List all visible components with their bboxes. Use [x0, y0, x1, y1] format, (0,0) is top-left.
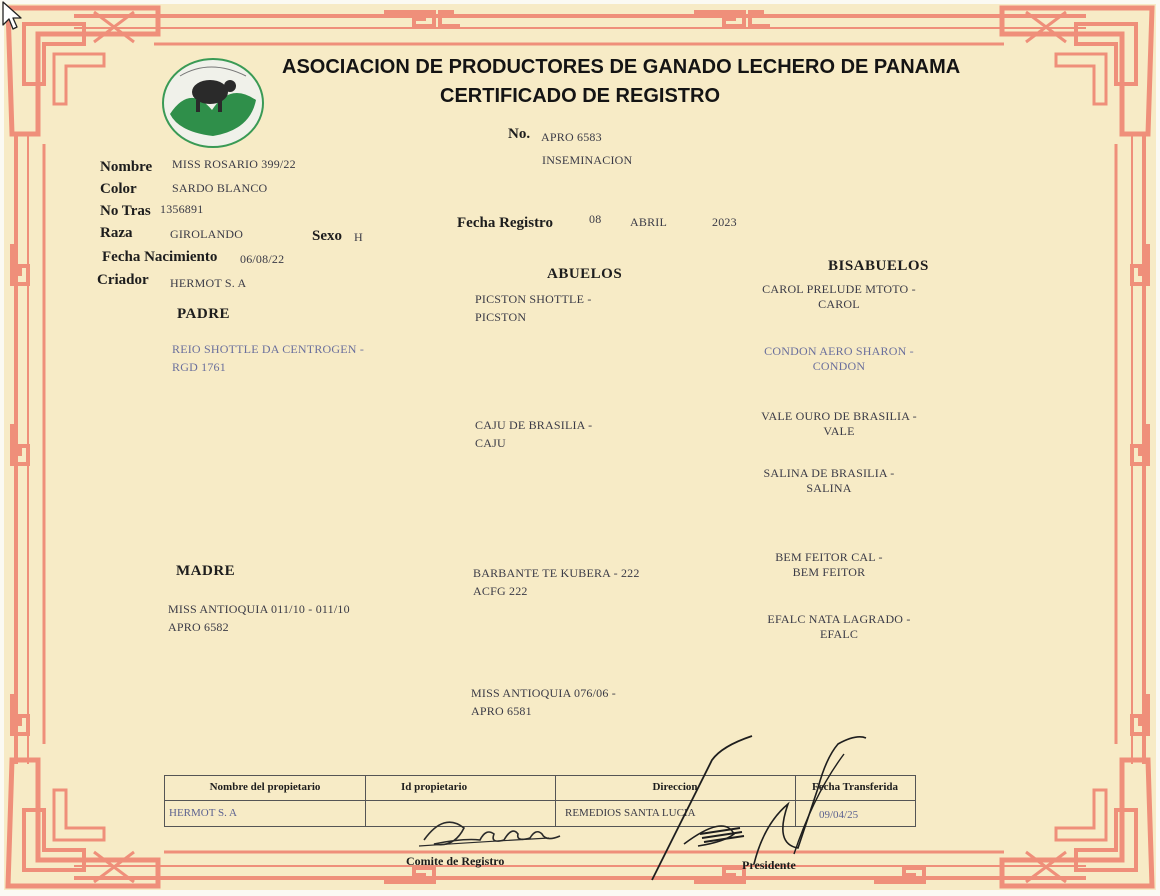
abuelo-4-reg: APRO 6581	[471, 704, 532, 718]
bisabuelo-2-reg: CONDON	[812, 359, 866, 373]
fecha-registro-label: Fecha Registro	[457, 215, 553, 231]
bisabuelo-6	[744, 612, 934, 642]
presidente-label: Presidente	[742, 858, 796, 872]
bisabuelo-4	[734, 466, 924, 496]
no-tras-value: 1356891	[160, 202, 204, 216]
abuelo-4-name: MISS ANTIOQUIA 076/06 -	[471, 686, 616, 700]
fecha-registro-day: 08	[589, 212, 602, 226]
mouse-cursor-icon	[2, 1, 26, 33]
criador-label: Criador	[97, 272, 149, 288]
registration-no-label: No.	[508, 126, 531, 142]
bisabuelo-3-reg: VALE	[823, 424, 855, 438]
raza-value: GIROLANDO	[170, 227, 244, 241]
abuelos-heading: ABUELOS	[547, 266, 623, 282]
bisabuelo-5-reg: BEM FEITOR	[792, 565, 866, 579]
owner-transfer-date-header: Fecha Transferida	[811, 781, 899, 793]
padre-reg: RGD 1761	[172, 360, 226, 374]
madre-name: MISS ANTIOQUIA 011/10 - 011/10	[168, 602, 350, 616]
owner-address-cell: REMEDIOS SANTA LUCIA	[565, 807, 696, 819]
fecha-nacimiento-value: 06/08/22	[240, 252, 285, 266]
madre-heading: MADRE	[176, 563, 236, 579]
certificate-title: CERTIFICADO DE REGISTRO	[440, 85, 721, 107]
nombre-label: Nombre	[100, 159, 153, 175]
association-title: ASOCIACION DE PRODUCTORES DE GANADO LECHERO DE PANAMA	[282, 56, 961, 78]
bisabuelo-3-name: VALE OURO DE BRASILIA -	[761, 409, 917, 423]
comite-registro-label: Comite de Registro	[406, 854, 505, 868]
association-logo	[160, 56, 266, 150]
bisabuelo-1-name: CAROL PRELUDE MTOTO -	[762, 282, 916, 296]
bisabuelo-5	[734, 550, 924, 580]
sexo-label: Sexo	[312, 228, 342, 244]
abuelo-3-reg: ACFG 222	[473, 584, 528, 598]
fecha-registro-month: ABRIL	[630, 215, 667, 229]
bisabuelo-1-reg: CAROL	[818, 297, 860, 311]
registration-certificate	[4, 4, 1156, 890]
abuelo-3-name: BARBANTE TE KUBERA - 222	[473, 566, 640, 580]
registration-no-value: APRO 6583	[541, 130, 602, 144]
nombre-value: MISS ROSARIO 399/22	[172, 157, 296, 171]
padre-heading: PADRE	[177, 306, 231, 322]
bisabuelo-6-name: EFALC NATA LAGRADO -	[767, 612, 911, 626]
color-value: SARDO BLANCO	[172, 181, 268, 195]
abuelo-2-name: CAJU DE BRASILIA -	[475, 418, 593, 432]
bisabuelo-4-name: SALINA DE BRASILIA -	[763, 466, 895, 480]
owner-table-divider-1	[365, 776, 366, 826]
no-tras-label: No Tras	[100, 203, 151, 219]
owner-name-header: Nombre del propietario	[209, 781, 321, 793]
bisabuelo-1	[744, 282, 934, 312]
owner-address-header: Direccion	[652, 781, 698, 793]
bisabuelo-2	[744, 344, 934, 374]
bisabuelos-heading: BISABUELOS	[828, 258, 929, 274]
comite-signature	[414, 810, 564, 856]
registration-method: INSEMINACION	[542, 153, 633, 167]
criador-value: HERMOT S. A	[170, 276, 247, 290]
fecha-nacimiento-label: Fecha Nacimiento	[102, 249, 218, 265]
bisabuelo-2-name: CONDON AERO SHARON -	[764, 344, 914, 358]
bisabuelo-4-reg: SALINA	[806, 481, 852, 495]
bisabuelo-3	[744, 409, 934, 439]
owner-transfer-date-cell: 09/04/25	[819, 809, 859, 821]
padre-name: REIO SHOTTLE DA CENTROGEN -	[172, 342, 365, 356]
abuelo-1-reg: PICSTON	[475, 310, 527, 324]
madre-reg: APRO 6582	[168, 620, 229, 634]
owner-name-cell: HERMOT S. A	[169, 807, 237, 819]
bisabuelo-5-name: BEM FEITOR CAL -	[775, 550, 883, 564]
bisabuelo-6-reg: EFALC	[819, 627, 859, 641]
raza-label: Raza	[100, 225, 133, 241]
abuelo-1-name: PICSTON SHOTTLE -	[475, 292, 592, 306]
abuelo-2-reg: CAJU	[475, 436, 506, 450]
color-label: Color	[100, 181, 137, 197]
fecha-registro-year: 2023	[712, 215, 737, 229]
owner-id-header: Id propietario	[401, 781, 468, 793]
sexo-value: H	[354, 230, 363, 244]
